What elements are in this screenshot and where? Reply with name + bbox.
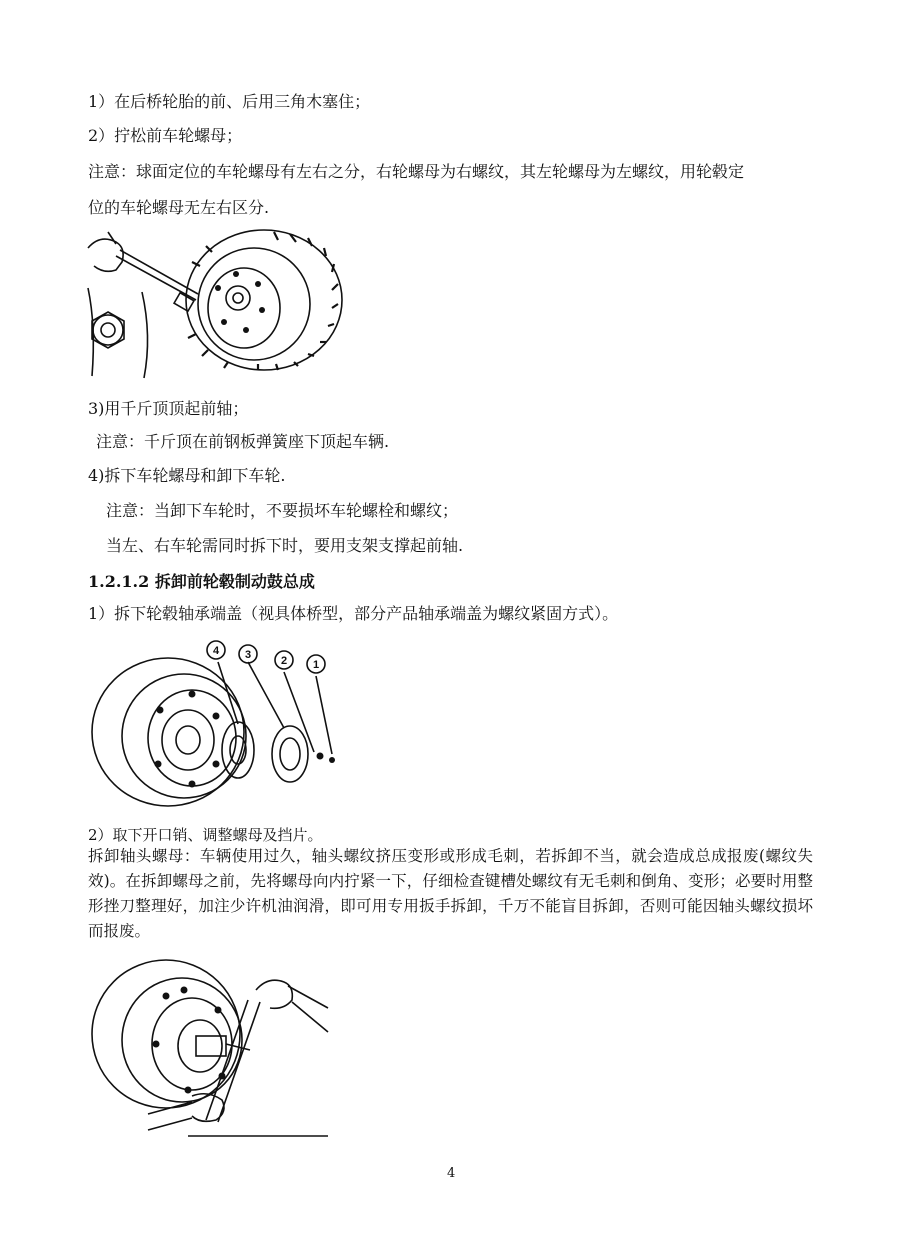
- wheel-nut-figure: [86, 226, 348, 382]
- callout-2: 2: [280, 655, 288, 667]
- axle-nut-figure: [88, 952, 344, 1142]
- note-3: 注意：千斤顶在前钢板弹簧座下顶起车辆.: [96, 432, 390, 451]
- note-1-line-1: 注意：球面定位的车轮螺母有左右之分，右轮螺母为右螺纹，其左轮螺母为左螺纹，用轮毂定: [88, 162, 745, 181]
- section-step-1: 1）拆下轮毂轴承端盖（视具体桥型，部分产品轴承端盖为螺纹紧固方式）。: [88, 604, 619, 623]
- axle-nut-paragraph: 拆卸轴头螺母：车辆使用过久，轴头螺纹挤压变形或形成毛刺，若拆卸不当，就会造成总成报废(螺纹失效)。在拆卸螺母之前，先将螺母向内拧紧一下，仔细检查键槽处螺纹有无毛刺和倒角、变形；必要时用整形挫刀整理好，加注少许机油润滑，即可用专用扳手拆卸，千万不能盲目拆卸，否则可能因轴头螺纹损坏而报废。: [88, 847, 813, 940]
- section-heading: 1.2.1.2 拆卸前轮毂制动鼓总成: [88, 572, 315, 591]
- section-step-2: 2）取下开口销、调整螺母及挡片。: [88, 826, 323, 844]
- callout-3: 3: [244, 649, 252, 661]
- step-4: 4)拆下车轮螺母和卸下车轮.: [88, 466, 286, 485]
- callout-1: 1: [312, 659, 320, 671]
- step-2: 2）拧松前车轮螺母；: [88, 126, 243, 145]
- hub-cap-figure: [88, 632, 348, 812]
- note-4-line-2: 当左、右车轮需同时拆下时，要用支架支撑起前轴.: [106, 536, 464, 555]
- step-3: 3)用千斤顶顶起前轴；: [88, 399, 249, 418]
- callout-4: 4: [212, 645, 220, 657]
- note-4-line-1: 注意：当卸下车轮时，不要损坏车轮螺栓和螺纹；: [106, 501, 459, 520]
- step-1: 1）在后桥轮胎的前、后用三角木塞住；: [88, 92, 371, 111]
- note-1-line-2: 位的车轮螺母无左右区分.: [88, 198, 270, 217]
- page-number: 4: [447, 1166, 456, 1181]
